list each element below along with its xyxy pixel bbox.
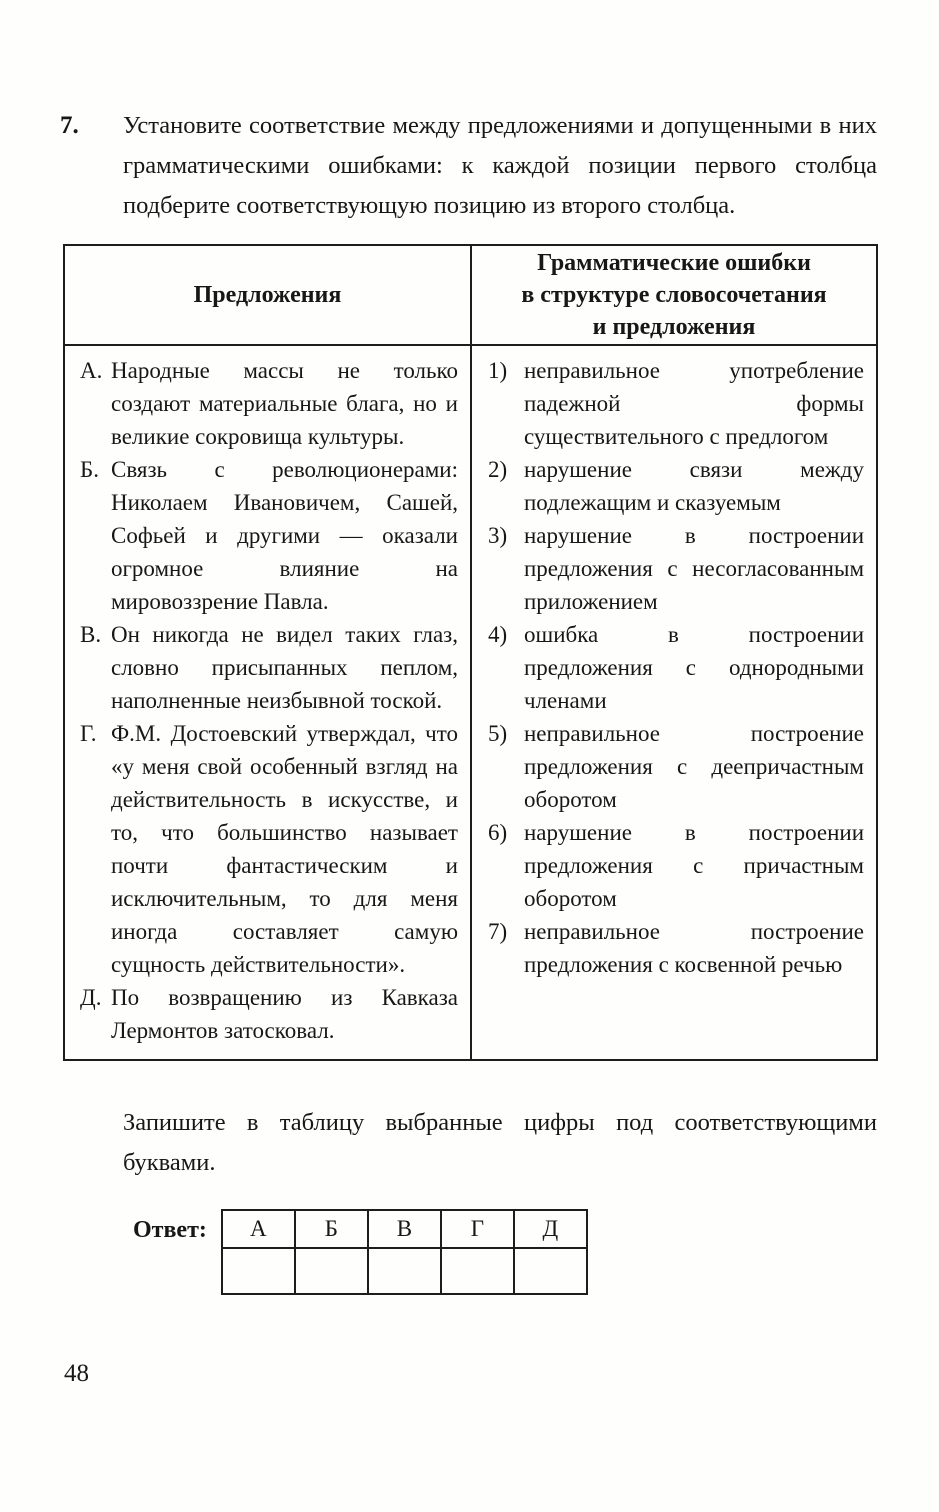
answer-column-header: В — [368, 1210, 441, 1248]
sentence-label: Д. — [80, 985, 102, 1010]
sentences-cell — [64, 345, 471, 1060]
error-item — [472, 915, 876, 981]
errors-cell — [471, 345, 877, 1060]
error-item — [472, 519, 876, 618]
error-text: неправильное построение предложения с деепричастным оборотом — [524, 721, 864, 812]
error-label: 2) — [488, 457, 508, 482]
error-text: неправильное построение предложения с косвенной речью — [524, 919, 864, 977]
sentence-label: Г. — [80, 721, 97, 746]
errors-column-header — [471, 245, 877, 345]
error-item — [472, 816, 876, 915]
error-item — [472, 618, 876, 717]
answer-table-value-row — [222, 1248, 587, 1294]
error-label: 1) — [488, 358, 508, 383]
answer-table — [221, 1209, 588, 1295]
error-label: 5) — [488, 721, 508, 746]
error-item — [472, 717, 876, 816]
sentence-text: Связь с революционерами: Николаем Ивановичем, Сашей, Софьей и другими — оказали огромное влияние на мировоззрение Павла. — [111, 457, 458, 614]
task-number: 7. — [60, 112, 79, 139]
error-text: ошибка в построении предложения с однородными членами — [524, 622, 864, 713]
sentence-label: В. — [80, 622, 102, 647]
errors-header-line: в структуре словосочетания — [521, 282, 827, 308]
answer-column-header: А — [222, 1210, 295, 1248]
error-item — [472, 453, 876, 519]
write-answers-instruction: Запишите в таблицу выбранные цифры под соответствующими буквами. — [123, 1109, 877, 1176]
sentence-label: А. — [80, 358, 103, 383]
answer-cell — [222, 1248, 295, 1294]
errors-header-line: Грамматические ошибки — [537, 250, 811, 276]
task-block — [0, 0, 939, 226]
sentence-item — [65, 618, 470, 717]
error-label: 7) — [488, 919, 508, 944]
sentence-text: Ф.М. Достоевский утверждал, что «у меня свой особенный взгляд на действительность в искусстве, и то, что большинство называет почти фантастическим и исключительным, то для меня иногда составляет самую сущность действительности». — [111, 721, 458, 977]
error-text: неправильное употребление падежной формы существительного с предлогом — [524, 358, 864, 449]
error-text: нарушение связи между подлежащим и сказуемым — [524, 457, 864, 515]
page-number: 48 — [64, 1360, 89, 1387]
sentence-item — [65, 354, 470, 453]
sentence-text: Он никогда не видел таких глаз, словно присыпанных пеплом, наполненные неизбывной тоской. — [111, 622, 458, 713]
sentence-item — [65, 717, 470, 981]
error-label: 6) — [488, 820, 508, 845]
answer-column-header: Г — [441, 1210, 514, 1248]
sentence-item — [65, 981, 470, 1047]
sentence-item — [65, 453, 470, 618]
answer-cell — [368, 1248, 441, 1294]
sentences-column-header: Предложения — [64, 245, 471, 345]
sentence-label: Б. — [80, 457, 99, 482]
answer-cell — [514, 1248, 587, 1294]
error-item — [472, 354, 876, 453]
sentence-text: По возвращению из Кавказа Лермонтов затосковал. — [111, 985, 458, 1043]
error-label: 4) — [488, 622, 508, 647]
error-text: нарушение в построении предложения с причастным оборотом — [524, 820, 864, 911]
answer-block — [133, 1209, 939, 1295]
errors-header-line: и предложения — [592, 314, 756, 340]
answer-cell — [295, 1248, 368, 1294]
matching-table — [63, 244, 878, 1061]
answer-column-header: Д — [514, 1210, 587, 1248]
answer-cell — [441, 1248, 514, 1294]
error-text: нарушение в построении предложения с несогласованным приложением — [524, 523, 864, 614]
error-label: 3) — [488, 523, 508, 548]
answer-table-header-row — [222, 1210, 587, 1248]
matching-table-body-row — [64, 345, 877, 1060]
answer-label: Ответ: — [133, 1217, 207, 1243]
sentence-text: Народные массы не только создают материальные блага, но и великие сокровища культуры. — [111, 358, 458, 449]
matching-table-header-row — [64, 245, 877, 345]
task-instruction: Установите соответствие между предложениями и допущенными в них грамматическими ошибками: к каждой позиции первого столбца подберите соответствующую позицию из второго столбца. — [123, 112, 877, 219]
answer-column-header: Б — [295, 1210, 368, 1248]
